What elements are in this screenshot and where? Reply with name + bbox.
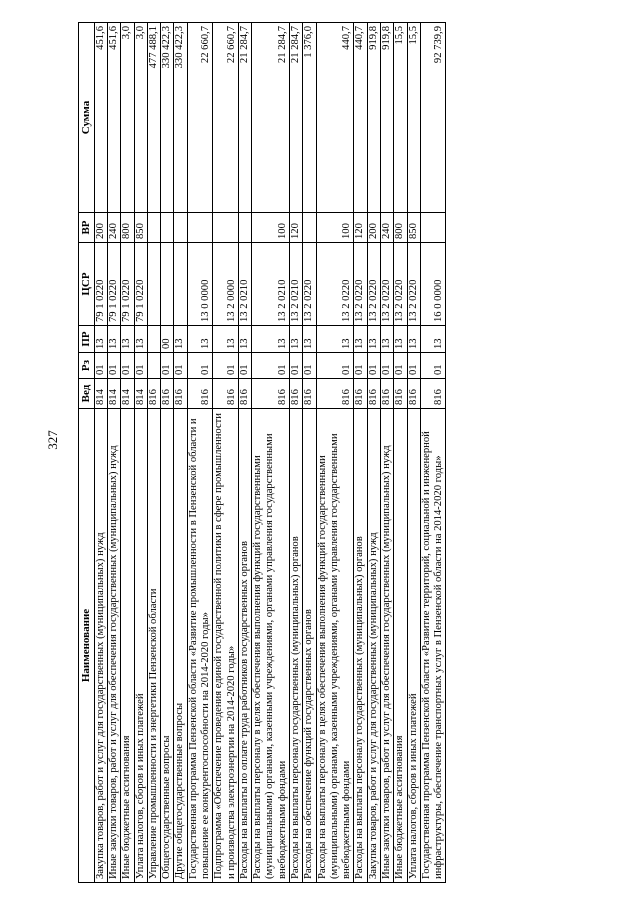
cell-ved: 816 <box>213 379 239 409</box>
cell-pr: 13 <box>121 326 134 353</box>
budget-table <box>78 22 446 883</box>
table-row <box>303 23 316 883</box>
table-row <box>252 23 290 883</box>
table-row <box>161 23 174 883</box>
cell-csr: 79 1 0220 <box>108 243 121 326</box>
table-body <box>94 23 446 883</box>
cell-ved: 816 <box>367 379 380 409</box>
cell-sum: 919,8 <box>380 23 393 213</box>
cell-name: Расходы на обеспечение функций государственных органов <box>303 409 316 883</box>
cell-sum: 21 284,7 <box>252 23 290 213</box>
cell-csr: 13 2 0220 <box>316 243 354 326</box>
cell-rz: 01 <box>407 353 420 379</box>
cell-pr: 13 <box>252 326 290 353</box>
cell-ved: 816 <box>147 379 160 409</box>
cell-vr: 240 <box>108 213 121 243</box>
cell-sum: 440,7 <box>316 23 354 213</box>
cell-pr: 13 <box>289 326 302 353</box>
cell-name: Управление промышленности и энергетики Пензенской области <box>147 409 160 883</box>
cell-vr: 800 <box>121 213 134 243</box>
cell-rz: 01 <box>134 353 147 379</box>
cell-rz: 01 <box>187 353 213 379</box>
table-header-row <box>79 23 95 883</box>
cell-pr: 13 <box>420 326 446 353</box>
cell-sum: 92 739,9 <box>420 23 446 213</box>
cell-pr: 13 <box>367 326 380 353</box>
cell-vr <box>213 213 239 243</box>
cell-pr: 13 <box>407 326 420 353</box>
cell-pr: 00 <box>161 326 174 353</box>
cell-ved: 814 <box>121 379 134 409</box>
table-row <box>108 23 121 883</box>
table-row <box>367 23 380 883</box>
cell-csr <box>147 243 160 326</box>
cell-sum: 451,6 <box>94 23 107 213</box>
cell-ved: 816 <box>303 379 316 409</box>
cell-name: Иные закупки товаров, работ и услуг для обеспечения государственных (муниципальных) нужд <box>108 409 121 883</box>
cell-vr <box>420 213 446 243</box>
cell-ved: 816 <box>380 379 393 409</box>
cell-ved: 816 <box>354 379 367 409</box>
cell-ved: 816 <box>394 379 407 409</box>
cell-csr: 13 2 0220 <box>303 243 316 326</box>
cell-name: Подпрограмма «Обеспечение проведения единой государственной политики в сфере промышленности и производства электроэнергии на 2014-2020 годы» <box>213 409 239 883</box>
rotated-page <box>78 23 622 883</box>
cell-pr: 13 <box>238 326 251 353</box>
table-row <box>94 23 107 883</box>
cell-csr: 13 0 0000 <box>187 243 213 326</box>
cell-pr: 13 <box>394 326 407 353</box>
cell-vr: 100 <box>252 213 290 243</box>
table-row <box>407 23 420 883</box>
cell-vr: 200 <box>94 213 107 243</box>
cell-sum: 22 660,7 <box>187 23 213 213</box>
cell-rz: 01 <box>354 353 367 379</box>
cell-vr <box>187 213 213 243</box>
cell-csr: 16 0 0000 <box>420 243 446 326</box>
table-row <box>238 23 251 883</box>
header-pr: ПР <box>79 326 95 353</box>
cell-sum: 3,0 <box>134 23 147 213</box>
cell-rz: 01 <box>316 353 354 379</box>
cell-sum: 21 284,7 <box>289 23 302 213</box>
cell-vr: 240 <box>380 213 393 243</box>
cell-pr <box>147 326 160 353</box>
cell-vr <box>303 213 316 243</box>
cell-rz: 01 <box>420 353 446 379</box>
cell-name: Иные бюджетные ассигнования <box>121 409 134 883</box>
cell-csr <box>174 243 187 326</box>
cell-csr: 13 2 0210 <box>238 243 251 326</box>
header-name: Наименование <box>79 409 95 883</box>
cell-rz: 01 <box>94 353 107 379</box>
cell-rz: 01 <box>108 353 121 379</box>
cell-sum: 451,6 <box>108 23 121 213</box>
cell-csr: 13 2 0220 <box>354 243 367 326</box>
cell-rz: 01 <box>380 353 393 379</box>
cell-rz: 01 <box>161 353 174 379</box>
cell-rz: 01 <box>213 353 239 379</box>
cell-ved: 816 <box>187 379 213 409</box>
cell-vr: 120 <box>354 213 367 243</box>
table-row <box>394 23 407 883</box>
cell-sum: 22 660,7 <box>213 23 239 213</box>
cell-sum: 440,7 <box>354 23 367 213</box>
cell-ved: 816 <box>316 379 354 409</box>
table-row <box>134 23 147 883</box>
cell-name: Расходы на выплаты персоналу в целях обеспечения выполнения функций государственными (муниципальными) органами, казенными учреждениями, органами управления государственными внебюджетными фондами <box>316 409 354 883</box>
cell-pr: 13 <box>94 326 107 353</box>
cell-csr: 13 2 0220 <box>407 243 420 326</box>
cell-csr <box>161 243 174 326</box>
cell-pr: 13 <box>354 326 367 353</box>
cell-rz: 01 <box>289 353 302 379</box>
cell-rz: 01 <box>174 353 187 379</box>
cell-vr: 800 <box>394 213 407 243</box>
cell-pr: 13 <box>380 326 393 353</box>
cell-vr: 100 <box>316 213 354 243</box>
cell-rz: 01 <box>367 353 380 379</box>
cell-name: Расходы на выплаты персоналу государственных (муниципальных) органов <box>289 409 302 883</box>
cell-rz: 01 <box>303 353 316 379</box>
cell-name: Закупка товаров, работ и услуг для государственных (муниципальных) нужд <box>367 409 380 883</box>
cell-ved: 814 <box>94 379 107 409</box>
cell-sum: 15,5 <box>394 23 407 213</box>
table-row <box>289 23 302 883</box>
cell-pr: 13 <box>174 326 187 353</box>
header-vr: ВР <box>79 213 95 243</box>
cell-rz <box>147 353 160 379</box>
cell-ved: 816 <box>407 379 420 409</box>
table-row <box>316 23 354 883</box>
cell-ved: 816 <box>252 379 290 409</box>
cell-ved: 816 <box>174 379 187 409</box>
cell-sum: 1 376,0 <box>303 23 316 213</box>
cell-ved: 814 <box>108 379 121 409</box>
cell-vr: 850 <box>407 213 420 243</box>
header-rz: Рз <box>79 353 95 379</box>
header-sum: Сумма <box>79 23 95 213</box>
cell-name: Общегосударственные вопросы <box>161 409 174 883</box>
cell-pr: 13 <box>303 326 316 353</box>
cell-name: Другие общегосударственные вопросы <box>174 409 187 883</box>
cell-sum: 21 284,7 <box>238 23 251 213</box>
table-row <box>354 23 367 883</box>
cell-vr <box>161 213 174 243</box>
cell-name: Иные закупки товаров, работ и услуг для обеспечения государственных (муниципальных) нужд <box>380 409 393 883</box>
cell-ved: 816 <box>289 379 302 409</box>
cell-rz: 01 <box>394 353 407 379</box>
cell-vr: 120 <box>289 213 302 243</box>
cell-name: Расходы на выплаты персоналу в целях обеспечения выполнения функций государственными (муниципальными) органами, казенными учреждениями, органами управления государственными внебюджетными фондами <box>252 409 290 883</box>
cell-ved: 816 <box>420 379 446 409</box>
cell-rz: 01 <box>252 353 290 379</box>
cell-pr: 13 <box>134 326 147 353</box>
cell-name: Расходы на выплаты по оплате труда работников государственных органов <box>238 409 251 883</box>
cell-sum: 919,8 <box>367 23 380 213</box>
cell-sum: 15,5 <box>407 23 420 213</box>
cell-rz: 01 <box>238 353 251 379</box>
cell-ved: 814 <box>134 379 147 409</box>
cell-name: Закупка товаров, работ и услуг для государственных (муниципальных) нужд <box>94 409 107 883</box>
cell-csr: 79 1 0220 <box>94 243 107 326</box>
cell-csr: 79 1 0220 <box>121 243 134 326</box>
cell-name: Расходы на выплаты персоналу государственных (муниципальных) органов <box>354 409 367 883</box>
cell-vr: 200 <box>367 213 380 243</box>
table-row <box>147 23 160 883</box>
cell-csr: 13 2 0210 <box>252 243 290 326</box>
cell-pr: 13 <box>187 326 213 353</box>
table-row <box>121 23 134 883</box>
cell-sum: 330 422,3 <box>174 23 187 213</box>
header-csr: ЦСР <box>79 243 95 326</box>
cell-name: Иные бюджетные ассигнования <box>394 409 407 883</box>
cell-rz: 01 <box>121 353 134 379</box>
table-row <box>187 23 213 883</box>
cell-vr <box>147 213 160 243</box>
cell-csr: 13 2 0000 <box>213 243 239 326</box>
cell-pr: 13 <box>213 326 239 353</box>
cell-vr <box>238 213 251 243</box>
cell-sum: 477 488,1 <box>147 23 160 213</box>
cell-pr: 13 <box>108 326 121 353</box>
cell-name: Уплата налогов, сборов и иных платежей <box>407 409 420 883</box>
cell-name: Государственная программа Пензенской области «Развитие промышленности в Пензенской области и повышение ее конкурентоспособности на 2014-2020 годы» <box>187 409 213 883</box>
cell-vr <box>174 213 187 243</box>
table-row <box>213 23 239 883</box>
table-row <box>380 23 393 883</box>
cell-vr: 850 <box>134 213 147 243</box>
cell-ved: 816 <box>238 379 251 409</box>
cell-pr: 13 <box>316 326 354 353</box>
cell-csr: 13 2 0220 <box>367 243 380 326</box>
cell-ved: 816 <box>161 379 174 409</box>
cell-name: Государственная программа Пензенской области «Развитие территорий, социальной и инженерной инфраструктуры, обеспечение транспортных услуг в Пензенской области на 2014-2020 годы» <box>420 409 446 883</box>
header-ved: Вед <box>79 379 95 409</box>
cell-csr: 13 2 0210 <box>289 243 302 326</box>
page-number: 327 <box>45 430 60 450</box>
cell-name: Уплата налогов, сборов и иных платежей <box>134 409 147 883</box>
table-row <box>420 23 446 883</box>
cell-sum: 330 422,3 <box>161 23 174 213</box>
cell-csr: 13 2 0220 <box>394 243 407 326</box>
cell-csr: 79 1 0220 <box>134 243 147 326</box>
table-row <box>174 23 187 883</box>
cell-sum: 3,0 <box>121 23 134 213</box>
cell-csr: 13 2 0220 <box>380 243 393 326</box>
